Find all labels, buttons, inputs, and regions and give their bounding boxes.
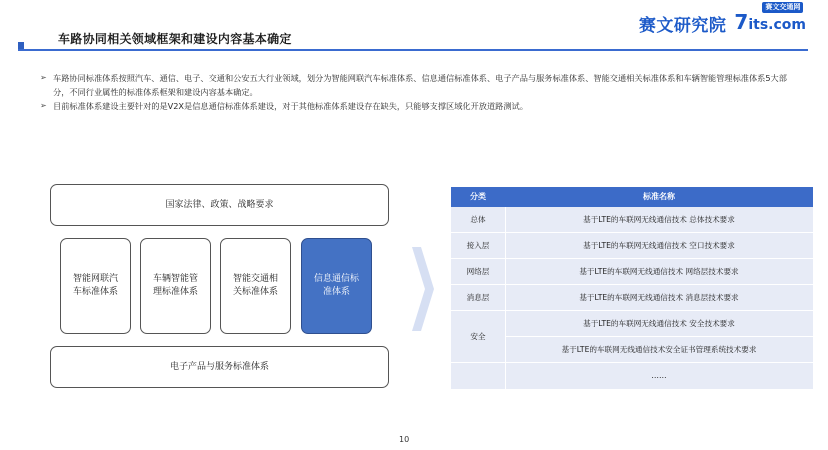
table-row-divider — [451, 310, 813, 311]
table-cell-category: 接入层 — [466, 240, 490, 250]
bullet-arrow-icon: ➢ — [40, 73, 47, 82]
diagram-box-connected-vehicle — [60, 238, 131, 334]
bullet-text: 目前标准体系建设主要针对的是V2X是信息通信标准体系建设，对于其他标准体系建设存在缺失，只能够支撑区域化开放道路测试。 — [53, 101, 528, 111]
diagram-box-label: 车辆智能管理标准体系 — [152, 274, 198, 297]
table-cell-name: …… — [651, 371, 667, 380]
chevron-right-icon — [412, 247, 434, 331]
logo-chinese-text: 赛文研究院 — [638, 16, 727, 36]
logo-badge: 赛文交通网 — [762, 2, 803, 13]
table-cell-category: 网络层 — [466, 266, 490, 276]
diagram-box-vehicle-management — [140, 238, 211, 334]
page-number: 10 — [399, 435, 410, 444]
table-row-divider — [451, 232, 813, 233]
bullet-arrow-icon: ➢ — [40, 101, 47, 110]
table-row-divider — [451, 362, 813, 363]
table-cell-name: 基于LTE的车联网无线通信技术 网络层技术要求 — [579, 266, 739, 276]
bullet-item — [40, 99, 800, 113]
table-header — [451, 187, 813, 207]
diagram-box-label: 智能网联汽车标准体系 — [72, 274, 118, 297]
table-cell-name: 基于LTE的车联网无线通信技术 总体技术要求 — [583, 215, 735, 224]
diagram-box-info-communication — [301, 238, 372, 334]
table-cell-name: 基于LTE的车联网无线通信技术 消息层技术要求 — [579, 292, 739, 302]
diagram-box-intelligent-traffic — [220, 238, 291, 334]
standards-table — [451, 187, 813, 389]
diagram-bottom-label: 电子产品与服务标准体系 — [169, 361, 269, 372]
logo-domain: its.com — [748, 17, 806, 33]
diagram-box-label: 智能交通相关标准体系 — [232, 274, 278, 297]
table-row-divider — [505, 336, 813, 337]
table-cell-category: 消息层 — [466, 292, 490, 302]
bullet-text: 车路协同标准体系按照汽车、通信、电子、交通和公安五大行业领域，划分为智能网联汽车标准体系、信息通信标准体系、电子产品与服务标准体系、智能交通相关标准体系和车辆智能管理标准体系5大部分，不同行业属性的标准体系框架和建设内容基本确定。 — [53, 73, 787, 97]
brand-logo — [638, 3, 806, 36]
table-header-category: 分类 — [470, 192, 486, 201]
bullet-item — [40, 71, 800, 99]
diagram-top-label: 国家法律、政策、战略要求 — [165, 199, 274, 210]
table-cell-category — [451, 362, 505, 389]
table-header-name: 标准名称 — [643, 192, 675, 201]
table-cell-category: 总体 — [470, 215, 486, 224]
title-underline — [18, 49, 808, 51]
diagram-box-label: 信息通信标准体系 — [313, 274, 359, 297]
bullet-list — [40, 71, 800, 113]
table-row-divider — [451, 284, 813, 285]
table-row-divider — [451, 258, 813, 259]
table-cell-category: 安全 — [470, 331, 486, 341]
table-cell-name: 基于LTE的车联网无线通信技术 安全技术要求 — [583, 318, 735, 328]
page-title: 车路协同相关领域框架和建设内容基本确定 — [58, 32, 292, 46]
logo-english-text — [734, 3, 806, 36]
diagram-top-box — [50, 184, 389, 226]
diagram-bottom-box — [50, 346, 389, 388]
logo-number: 7 — [734, 10, 749, 34]
table-cell-name: 基于LTE的车联网无线通信技术 空口技术要求 — [583, 240, 735, 250]
table-cell-name: 基于LTE的车联网无线通信技术安全证书管理系统技术要求 — [561, 344, 757, 354]
